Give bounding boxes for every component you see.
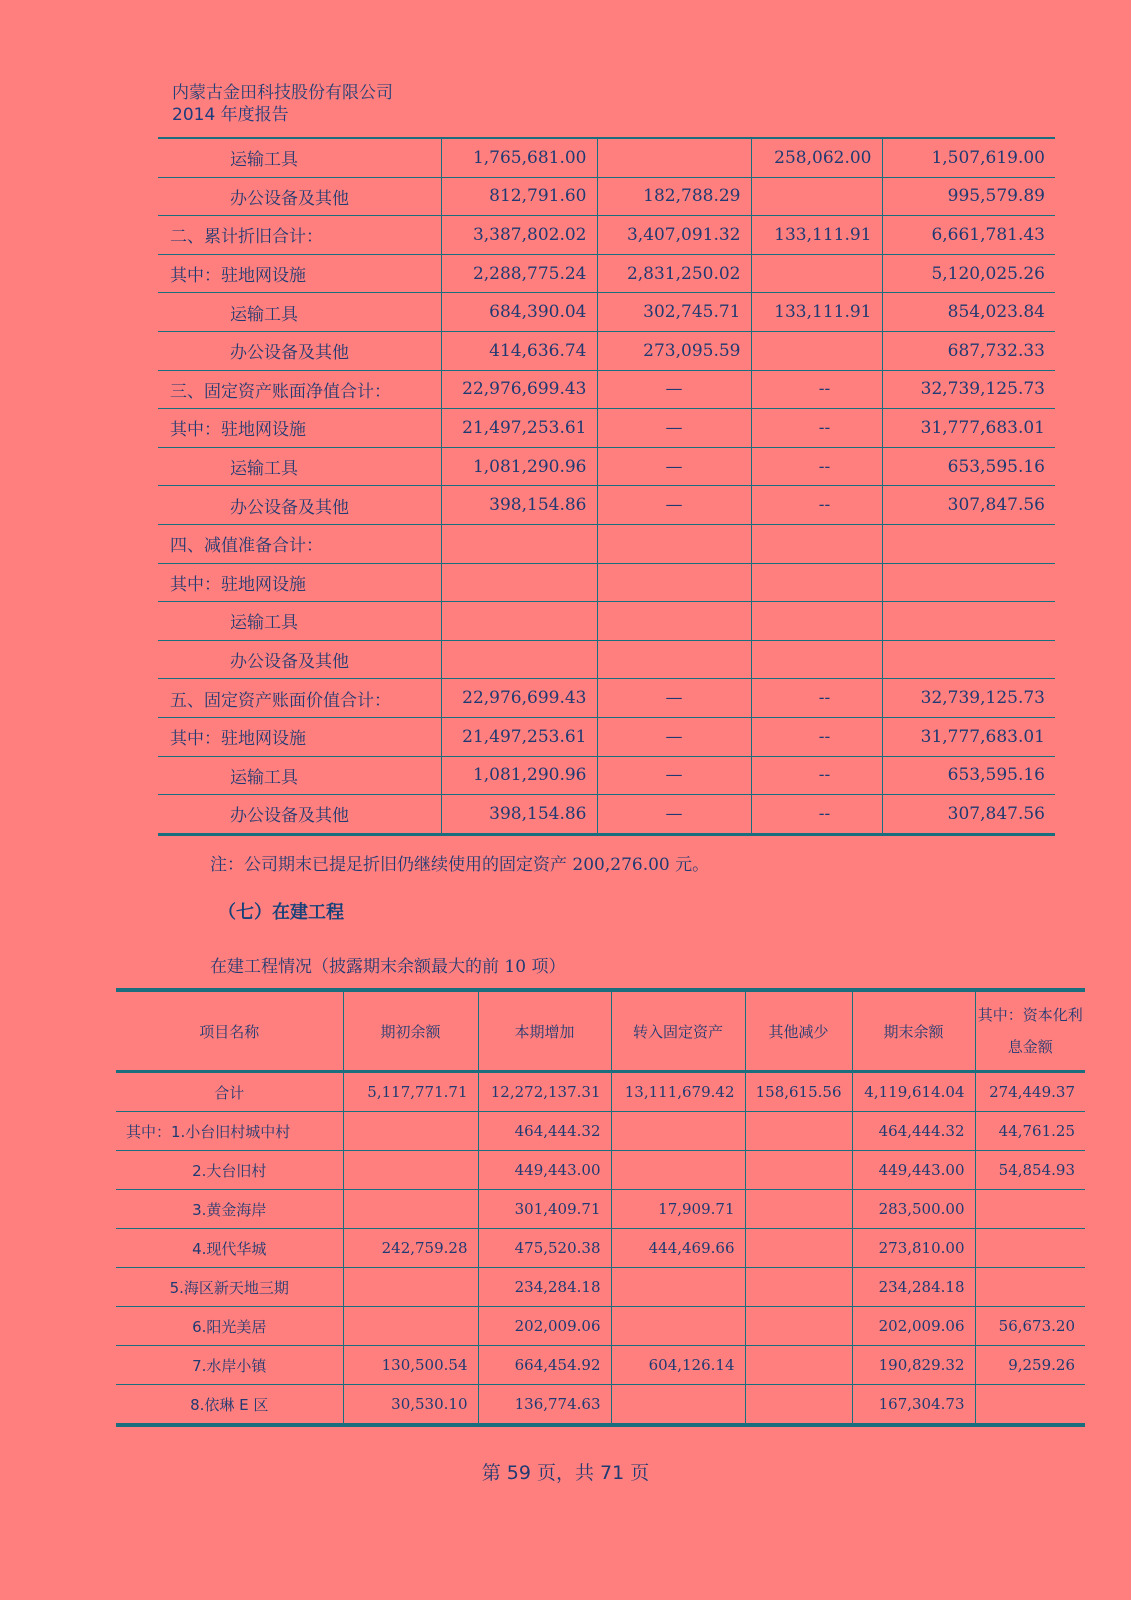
row-label: 运输工具 [158, 138, 441, 177]
cell-increase: — [597, 679, 751, 718]
cell-capitalized-interest: 9,259.26 [975, 1346, 1085, 1385]
cell-opening: 398,154.86 [441, 486, 597, 525]
header-closing-balance: 期末余额 [852, 990, 975, 1072]
cell-decrease: -- [751, 679, 882, 718]
section-title: （七）在建工程 [218, 902, 344, 923]
cell-decrease: 133,111.91 [751, 293, 882, 332]
cell-transfer: 13,111,679.42 [611, 1072, 745, 1112]
cell-increase [597, 563, 751, 602]
cell-other-decrease [745, 1307, 852, 1346]
row-label: 其中：驻地网设施 [158, 717, 441, 756]
cell-increase: 182,788.29 [597, 177, 751, 216]
table-row [158, 563, 1055, 602]
cell-other-decrease [745, 1346, 852, 1385]
cell-project-name: 4.现代华城 [116, 1229, 343, 1268]
cell-decrease: 133,111.91 [751, 216, 882, 255]
row-label: 运输工具 [158, 293, 441, 332]
cell-project-name: 其中：1.小台旧村城中村 [116, 1112, 343, 1151]
cell-increase: — [597, 409, 751, 448]
cell-transfer [611, 1268, 745, 1307]
cell-opening: 242,759.28 [343, 1229, 478, 1268]
cell-project-name: 6.阳光美居 [116, 1307, 343, 1346]
cell-decrease [751, 524, 882, 563]
row-label: 办公设备及其他 [158, 486, 441, 525]
cell-closing: 31,777,683.01 [882, 717, 1055, 756]
cell-closing: 202,009.06 [852, 1307, 975, 1346]
table-row [158, 795, 1055, 835]
cell-closing: 5,120,025.26 [882, 254, 1055, 293]
header-project-name: 项目名称 [116, 990, 343, 1072]
header-increase: 本期增加 [478, 990, 611, 1072]
cell-capitalized-interest [975, 1190, 1085, 1229]
cell-opening: 414,636.74 [441, 331, 597, 370]
table-caption: 在建工程情况（披露期末余额最大的前 10 项） [210, 957, 566, 977]
cell-closing: 307,847.56 [882, 486, 1055, 525]
cell-capitalized-interest: 44,761.25 [975, 1112, 1085, 1151]
table-row [116, 1229, 1085, 1268]
cell-opening [441, 563, 597, 602]
report-header [172, 82, 393, 126]
row-label: 其中：驻地网设施 [158, 254, 441, 293]
table-header-row [116, 990, 1085, 1072]
cell-opening [343, 1307, 478, 1346]
table-row [158, 447, 1055, 486]
cell-opening [441, 602, 597, 641]
row-label: 办公设备及其他 [158, 640, 441, 679]
cell-increase: 234,284.18 [478, 1268, 611, 1307]
header-transfer-to-fixed-assets: 转入固定资产 [611, 990, 745, 1072]
cell-decrease [751, 254, 882, 293]
table-row [116, 1268, 1085, 1307]
cell-project-name: 5.海区新天地三期 [116, 1268, 343, 1307]
cell-decrease: 258,062.00 [751, 138, 882, 177]
cell-opening [343, 1268, 478, 1307]
cell-increase: 3,407,091.32 [597, 216, 751, 255]
table-row [158, 216, 1055, 255]
cell-opening: 1,081,290.96 [441, 756, 597, 795]
cell-closing: 653,595.16 [882, 756, 1055, 795]
cell-decrease [751, 602, 882, 641]
cell-project-name: 2.大台旧村 [116, 1151, 343, 1190]
report-year: 2014 年度报告 [172, 105, 289, 125]
cell-other-decrease: 158,615.56 [745, 1072, 852, 1112]
cell-opening: 130,500.54 [343, 1346, 478, 1385]
cell-other-decrease [745, 1229, 852, 1268]
cell-increase: 12,272,137.31 [478, 1072, 611, 1112]
cell-decrease: -- [751, 717, 882, 756]
cell-opening: 3,387,802.02 [441, 216, 597, 255]
cell-closing: 854,023.84 [882, 293, 1055, 332]
row-label: 其中：驻地网设施 [158, 409, 441, 448]
cell-closing [882, 640, 1055, 679]
cell-increase: 664,454.92 [478, 1346, 611, 1385]
cell-decrease: -- [751, 756, 882, 795]
cell-opening: 21,497,253.61 [441, 717, 597, 756]
cell-closing: 449,443.00 [852, 1151, 975, 1190]
cell-opening: 684,390.04 [441, 293, 597, 332]
table-row [116, 1151, 1085, 1190]
cell-decrease: -- [751, 486, 882, 525]
cell-opening: 1,765,681.00 [441, 138, 597, 177]
cell-closing: 307,847.56 [882, 795, 1055, 835]
cell-closing: 6,661,781.43 [882, 216, 1055, 255]
cell-increase [597, 524, 751, 563]
cell-closing: 32,739,125.73 [882, 679, 1055, 718]
cell-increase: — [597, 795, 751, 835]
cell-opening [441, 640, 597, 679]
table-row [158, 602, 1055, 641]
cell-opening [343, 1151, 478, 1190]
cell-closing: 31,777,683.01 [882, 409, 1055, 448]
cell-increase: 302,745.71 [597, 293, 751, 332]
cell-closing: 464,444.32 [852, 1112, 975, 1151]
cell-decrease [751, 640, 882, 679]
cell-opening: 21,497,253.61 [441, 409, 597, 448]
row-label: 办公设备及其他 [158, 795, 441, 835]
row-label: 四、减值准备合计： [158, 524, 441, 563]
cell-transfer: 444,469.66 [611, 1229, 745, 1268]
cell-closing [882, 563, 1055, 602]
table-row [116, 1072, 1085, 1112]
row-label: 运输工具 [158, 756, 441, 795]
cell-closing: 273,810.00 [852, 1229, 975, 1268]
cell-opening [343, 1190, 478, 1229]
cell-closing: 283,500.00 [852, 1190, 975, 1229]
cell-increase [597, 138, 751, 177]
fixed-assets-table [158, 137, 1055, 836]
cell-closing [882, 602, 1055, 641]
cell-opening: 5,117,771.71 [343, 1072, 478, 1112]
cell-increase: 475,520.38 [478, 1229, 611, 1268]
cell-transfer [611, 1112, 745, 1151]
cell-closing: 4,119,614.04 [852, 1072, 975, 1112]
cell-increase [597, 640, 751, 679]
table-row [158, 331, 1055, 370]
cell-increase: 301,409.71 [478, 1190, 611, 1229]
cell-transfer: 604,126.14 [611, 1346, 745, 1385]
cell-closing: 687,732.33 [882, 331, 1055, 370]
cell-decrease [751, 331, 882, 370]
table-row [158, 254, 1055, 293]
row-label: 办公设备及其他 [158, 331, 441, 370]
cell-increase: 202,009.06 [478, 1307, 611, 1346]
table-row [158, 177, 1055, 216]
row-label: 运输工具 [158, 602, 441, 641]
cell-closing: 653,595.16 [882, 447, 1055, 486]
company-name: 内蒙古金田科技股份有限公司 [172, 83, 393, 103]
cell-transfer [611, 1385, 745, 1426]
cell-opening: 30,530.10 [343, 1385, 478, 1426]
cell-other-decrease [745, 1385, 852, 1426]
cell-increase: 136,774.63 [478, 1385, 611, 1426]
cell-increase: — [597, 486, 751, 525]
cell-capitalized-interest [975, 1268, 1085, 1307]
table-row [116, 1346, 1085, 1385]
cell-decrease: -- [751, 795, 882, 835]
cell-other-decrease [745, 1190, 852, 1229]
cell-increase: — [597, 717, 751, 756]
row-label: 办公设备及其他 [158, 177, 441, 216]
cell-project-name: 合计 [116, 1072, 343, 1112]
cell-closing: 32,739,125.73 [882, 370, 1055, 409]
cell-opening: 398,154.86 [441, 795, 597, 835]
table-row [116, 1385, 1085, 1426]
cell-closing: 167,304.73 [852, 1385, 975, 1426]
cell-other-decrease [745, 1268, 852, 1307]
cell-project-name: 3.黄金海岸 [116, 1190, 343, 1229]
cell-opening: 2,288,775.24 [441, 254, 597, 293]
fixed-assets-note: 注：公司期末已提足折旧仍继续使用的固定资产 200,276.00 元。 [210, 855, 710, 875]
cell-opening [441, 524, 597, 563]
cell-transfer [611, 1307, 745, 1346]
cell-transfer [611, 1151, 745, 1190]
construction-in-progress-table [116, 988, 1085, 1427]
cell-increase: 464,444.32 [478, 1112, 611, 1151]
cell-decrease: -- [751, 447, 882, 486]
cell-decrease: -- [751, 409, 882, 448]
cell-increase [597, 602, 751, 641]
cell-increase: — [597, 447, 751, 486]
table-row [116, 1307, 1085, 1346]
row-label: 五、固定资产账面价值合计： [158, 679, 441, 718]
table-row [158, 756, 1055, 795]
row-label: 三、固定资产账面净值合计： [158, 370, 441, 409]
table-row [158, 138, 1055, 177]
cell-increase: 273,095.59 [597, 331, 751, 370]
cell-capitalized-interest: 54,854.93 [975, 1151, 1085, 1190]
table-row [116, 1190, 1085, 1229]
table-row [116, 1112, 1085, 1151]
cell-increase: — [597, 756, 751, 795]
page-footer: 第 59 页，共 71 页 [481, 1462, 650, 1484]
table-row [158, 679, 1055, 718]
table-row [158, 409, 1055, 448]
table-row [158, 370, 1055, 409]
cell-project-name: 7.水岸小镇 [116, 1346, 343, 1385]
table-row [158, 717, 1055, 756]
header-other-decrease: 其他减少 [745, 990, 852, 1072]
table-row [158, 640, 1055, 679]
cell-decrease [751, 563, 882, 602]
row-label: 二、累计折旧合计： [158, 216, 441, 255]
cell-closing [882, 524, 1055, 563]
row-label: 运输工具 [158, 447, 441, 486]
cell-closing: 234,284.18 [852, 1268, 975, 1307]
cell-opening [343, 1112, 478, 1151]
cell-other-decrease [745, 1112, 852, 1151]
cell-increase: — [597, 370, 751, 409]
table-row [158, 524, 1055, 563]
cell-opening: 812,791.60 [441, 177, 597, 216]
cell-capitalized-interest [975, 1385, 1085, 1426]
cell-decrease: -- [751, 370, 882, 409]
cell-closing: 190,829.32 [852, 1346, 975, 1385]
cell-capitalized-interest [975, 1229, 1085, 1268]
header-opening-balance: 期初余额 [343, 990, 478, 1072]
cell-closing: 995,579.89 [882, 177, 1055, 216]
cell-transfer: 17,909.71 [611, 1190, 745, 1229]
row-label: 其中：驻地网设施 [158, 563, 441, 602]
cell-opening: 1,081,290.96 [441, 447, 597, 486]
header-capitalized-interest: 其中：资本化利息金额 [975, 990, 1085, 1072]
cell-capitalized-interest: 56,673.20 [975, 1307, 1085, 1346]
cell-decrease [751, 177, 882, 216]
cell-increase: 2,831,250.02 [597, 254, 751, 293]
table-row [158, 293, 1055, 332]
table-row [158, 486, 1055, 525]
cell-capitalized-interest: 274,449.37 [975, 1072, 1085, 1112]
cell-opening: 22,976,699.43 [441, 370, 597, 409]
cell-other-decrease [745, 1151, 852, 1190]
cell-opening: 22,976,699.43 [441, 679, 597, 718]
cell-closing: 1,507,619.00 [882, 138, 1055, 177]
cell-project-name: 8.依琳 E 区 [116, 1385, 343, 1426]
cell-increase: 449,443.00 [478, 1151, 611, 1190]
